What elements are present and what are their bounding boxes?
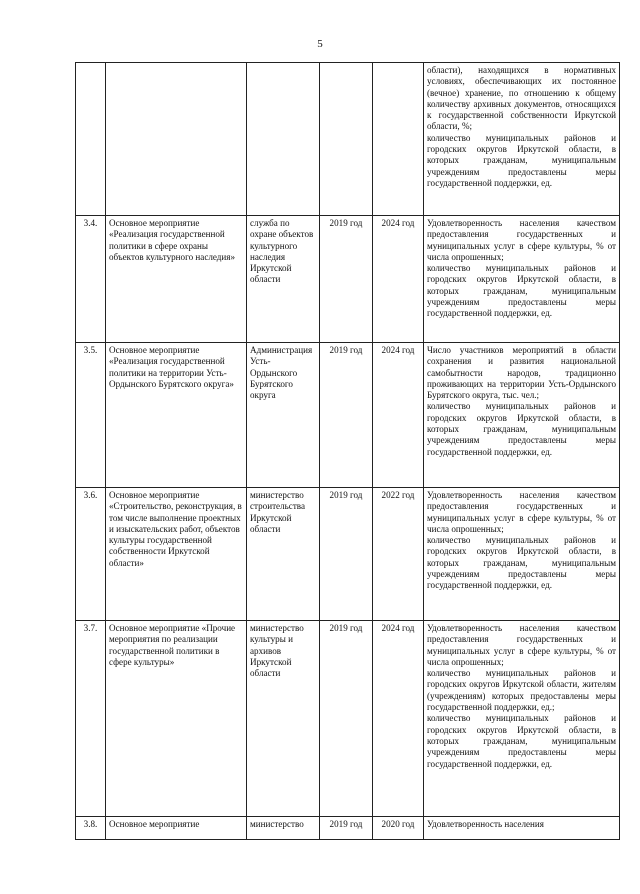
row-number: 3.4.: [76, 216, 106, 343]
executor: министерство: [247, 817, 320, 840]
table-row: [76, 216, 620, 343]
row-number: 3.6.: [76, 488, 106, 621]
indicators: Удовлетворенность населения качеством предоставления государственных и муниципальных услуг в сфере культуры, % от числа опрошенных; количество муниципальных районов и городских округов Иркутской области, в которых гражданам, муниципальным учреждениям предоставлены меры государственной поддержки, ед.: [424, 216, 620, 343]
page-number: 5: [317, 38, 323, 50]
activity-name: Основное мероприятие «Прочие мероприятия по реализации государственной политики в сфере культуры»: [106, 621, 247, 817]
start-year: 2019 год: [320, 817, 373, 840]
activity-name: Основное мероприятие «Реализация государственной политики в сфере охраны объектов культурного наследия»: [106, 216, 247, 343]
indicators: области), находящихся в нормативных условиях, обеспечивающих их постоянное (вечное) хранение, по отношению к общему количеству архивных документов, относящихся к государственной собственности Иркутской области, %; количество муниципальных районов и городских округов Иркутской области, в которых гражданам, муниципальным учреждениям предоставлены меры государственной поддержки, ед.: [424, 63, 620, 216]
end-year: [373, 63, 424, 216]
table-row: [76, 343, 620, 488]
executor: Администрация Усть-Ордынского Бурятского округа: [247, 343, 320, 488]
start-year: 2019 год: [320, 621, 373, 817]
activity-name: Основное мероприятие «Строительство, реконструкция, в том числе выполнение проектных и изыскательских работ, объектов культуры государственной собственности Иркутской области»: [106, 488, 247, 621]
activity-name: Основное мероприятие: [106, 817, 247, 840]
row-number: 3.8.: [76, 817, 106, 840]
executor: министерство культуры и архивов Иркутской области: [247, 621, 320, 817]
executor: служба по охране объектов культурного наследия Иркутской области: [247, 216, 320, 343]
table-row: [76, 621, 620, 817]
start-year: [320, 63, 373, 216]
indicators: Удовлетворенность населения качеством предоставления государственных и муниципальных услуг в сфере культуры, % от числа опрошенных; количество муниципальных районов и городских округов Иркутской области, жителям (учреждениям) которых предоставлены меры государственной поддержки, ед.; количество муниципальных районов и городских округов Иркутской области, в которых гражданам, муниципальным учреждениям предоставлены меры государственной поддержки, ед.: [424, 621, 620, 817]
table-row: [76, 488, 620, 621]
indicators: Число участников мероприятий в области сохранения и развития национальной самобытности народов, традиционно проживающих на территории Усть-Ордынского Бурятского округа, тыс. чел.; количество муниципальных районов и городских округов Иркутской области, в которых гражданам, муниципальным учреждениям предоставлены меры государственной поддержки, ед.: [424, 343, 620, 488]
indicators: Удовлетворенность населения качеством предоставления государственных и муниципальных услуг в сфере культуры, % от числа опрошенных; количество муниципальных районов и городских округов Иркутской области, в которых гражданам, муниципальным учреждениям предоставлены меры государственной поддержки, ед.: [424, 488, 620, 621]
activities-table: [75, 62, 620, 840]
start-year: 2019 год: [320, 343, 373, 488]
activity-name: Основное мероприятие «Реализация государственной политики на территории Усть-Ордынского Бурятского округа»: [106, 343, 247, 488]
end-year: 2020 год: [373, 817, 424, 840]
start-year: 2019 год: [320, 216, 373, 343]
table-row: [76, 817, 620, 840]
row-number: 3.5.: [76, 343, 106, 488]
row-number: 3.7.: [76, 621, 106, 817]
activity-name: [106, 63, 247, 216]
table-row: [76, 63, 620, 216]
end-year: 2024 год: [373, 343, 424, 488]
executor: [247, 63, 320, 216]
start-year: 2019 год: [320, 488, 373, 621]
end-year: 2024 год: [373, 216, 424, 343]
executor: министерство строительства Иркутской области: [247, 488, 320, 621]
row-number: [76, 63, 106, 216]
indicators: Удовлетворенность населения: [424, 817, 620, 840]
end-year: 2024 год: [373, 621, 424, 817]
end-year: 2022 год: [373, 488, 424, 621]
